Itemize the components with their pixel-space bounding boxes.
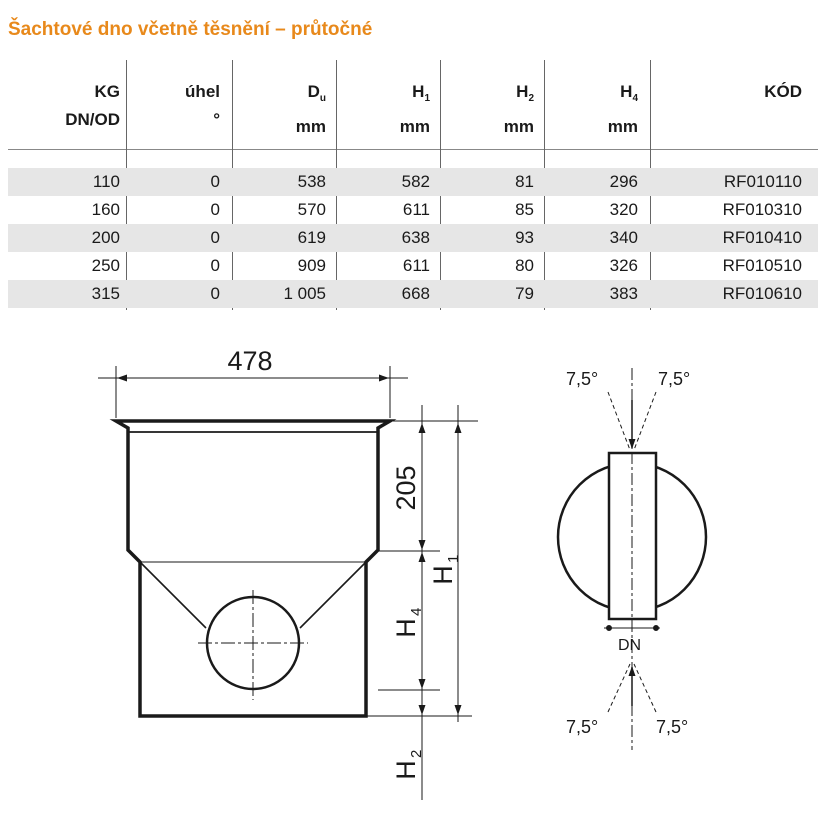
top-view — [558, 368, 706, 750]
table-cell: 93 — [515, 228, 534, 247]
svg-text:H: H — [391, 618, 421, 638]
table-cell: 0 — [210, 284, 220, 303]
table-cell: 296 — [609, 172, 638, 191]
table-cell: 320 — [609, 200, 638, 219]
table-cell: 1 005 — [283, 284, 326, 303]
table-cell: 200 — [91, 228, 120, 247]
header-kod: KÓD — [764, 82, 802, 101]
table-cell: 611 — [402, 200, 430, 219]
header-kg: KG DN/OD — [65, 82, 120, 129]
table-cell: 538 — [297, 172, 326, 191]
header-h1: $H_1$ mm — [399, 82, 430, 136]
table-cell: 250 — [91, 256, 120, 275]
dn-label: DN — [618, 637, 642, 654]
table-cell: 619 — [297, 228, 326, 247]
table-cell: RF010410 — [722, 228, 802, 247]
angle-label-bottom-right: 7,5° — [656, 717, 689, 737]
svg-text:2: 2 — [408, 749, 425, 758]
table-cell: 0 — [210, 228, 220, 247]
svg-text:H: H — [428, 565, 458, 585]
svg-text:4: 4 — [408, 607, 425, 616]
table-cell: 85 — [515, 200, 534, 219]
table-cell: RF010110 — [723, 172, 802, 191]
svg-text:1: 1 — [445, 554, 462, 563]
table-cell: 81 — [515, 172, 534, 191]
table-cell: 611 — [402, 256, 430, 275]
angle-label-top-right: 7,5° — [658, 369, 691, 389]
page-title: Šachtové dno včetně těsnění – průtočné — [8, 19, 373, 40]
side-view — [116, 421, 390, 716]
table-cell: 638 — [401, 228, 430, 247]
height-205-label: 205 — [391, 465, 421, 511]
header-h2: $H_2$ mm — [503, 82, 534, 136]
table-cell: 315 — [91, 284, 120, 303]
table-cell: 79 — [515, 284, 534, 303]
table-cell: 383 — [609, 284, 638, 303]
table-cell: 160 — [91, 200, 120, 219]
header-uhel: úhel ° — [185, 82, 220, 129]
h2-label — [391, 750, 425, 780]
table-cell: 570 — [297, 200, 326, 219]
table-cell: 0 — [210, 256, 220, 275]
table-cell: 668 — [401, 284, 430, 303]
h4-label — [391, 608, 425, 638]
table-cell: 0 — [210, 200, 220, 219]
angle-label-bottom-left: 7,5° — [566, 717, 599, 737]
table-cell: 326 — [609, 256, 638, 275]
width-label: 478 — [227, 346, 273, 376]
table-cell: 110 — [92, 172, 120, 191]
h1-label — [428, 555, 462, 585]
table-cell: RF010310 — [722, 200, 802, 219]
header-h4: $H_4$ mm — [607, 82, 638, 136]
table-cell: 909 — [297, 256, 326, 275]
table-cell: RF010610 — [722, 284, 802, 303]
height-dimensions — [366, 405, 478, 800]
table-cell: RF010510 — [722, 256, 802, 275]
table-cell: 582 — [401, 172, 430, 191]
header-du: $D_u$ mm — [295, 82, 326, 136]
table-cell: 0 — [210, 172, 220, 191]
svg-text:H: H — [391, 760, 421, 780]
angle-label-top-left: 7,5° — [566, 369, 599, 389]
table-cell: 340 — [609, 228, 638, 247]
table-cell: 80 — [515, 256, 534, 275]
